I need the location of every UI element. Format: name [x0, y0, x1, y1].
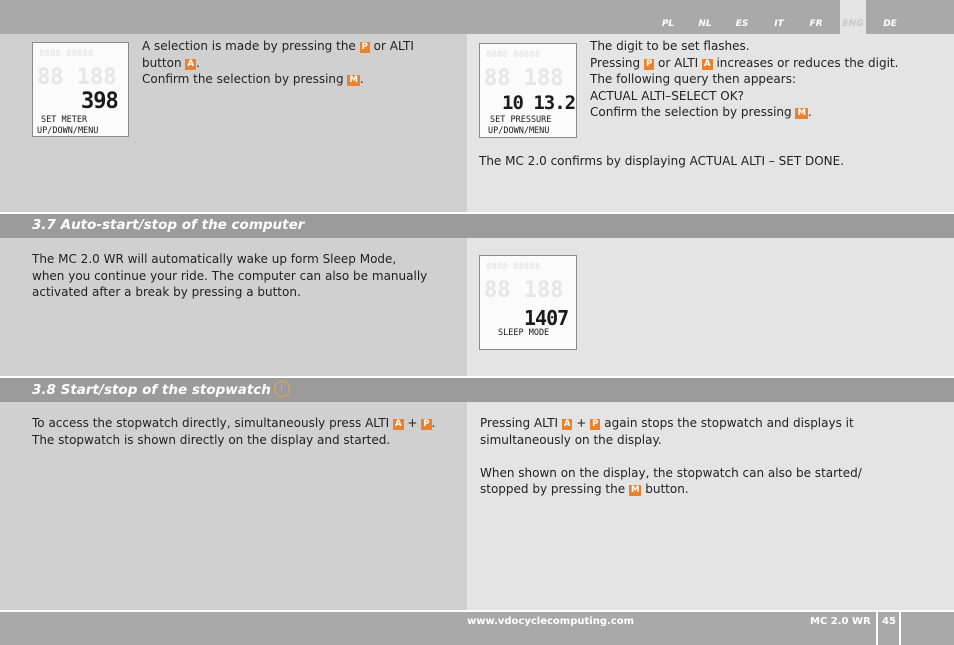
- lang-tab-pl[interactable]: PL: [661, 19, 675, 29]
- lang-tab-eng[interactable]: ENG: [840, 0, 866, 34]
- text: A selection is made by pressing the: [142, 39, 360, 53]
- text: or ALTI: [654, 55, 703, 70]
- page-number-box: [876, 610, 901, 645]
- text: +: [403, 416, 422, 430]
- text: Pressing ALTI: [480, 416, 562, 430]
- lcd-label: SET PRESSURE: [490, 115, 552, 125]
- text: or ALTI: [369, 39, 414, 53]
- lcd-number: 398: [81, 89, 118, 114]
- text: The following query then appears:: [590, 72, 797, 86]
- text: button: [142, 55, 186, 70]
- key-m-icon: M: [349, 75, 358, 85]
- text: stopped by pressing the: [480, 482, 629, 496]
- top-right-text: [590, 38, 930, 121]
- lcd-label: UP/DOWN/MENU: [37, 126, 99, 136]
- key-a-icon: A: [704, 58, 711, 69]
- key-p-icon: P: [423, 419, 430, 429]
- text: when you continue your ride. The computer can also be manually: [32, 268, 428, 283]
- text: .: [196, 55, 200, 70]
- section-3-7-text: [32, 251, 457, 301]
- lang-tab-nl[interactable]: NL: [698, 19, 712, 29]
- text: To access the stopwatch directly, simultaneously press ALTI: [32, 416, 394, 430]
- text: Confirm the selection by pressing: [590, 105, 796, 119]
- key-p-icon: P: [361, 42, 368, 52]
- lcd-label: UP/DOWN/MENU: [488, 126, 550, 136]
- text: increases or reduces the digit.: [712, 55, 899, 70]
- key-a-icon: A: [563, 419, 571, 429]
- key-m-icon: M: [797, 108, 806, 118]
- text: The MC 2.0 WR will automatically wake up form Sleep Mode,: [32, 252, 397, 266]
- text: .: [807, 105, 812, 119]
- text: The MC 2.0 confirms by displaying ACTUAL ALTI – SET DONE.: [479, 154, 845, 168]
- text: Pressing: [590, 55, 644, 70]
- page-footer: [0, 610, 954, 645]
- top-left-text: [142, 38, 452, 88]
- lang-tab-de[interactable]: DE: [883, 19, 897, 29]
- key-a-icon: A: [395, 419, 402, 429]
- footer-model-name: MC 2.0 WR: [810, 616, 871, 627]
- section-header-3-7: [0, 212, 954, 238]
- text: When shown on the display, the stopwatch can also be started/: [480, 465, 862, 480]
- footer-website-link[interactable]: www.vdocyclecomputing.com: [467, 616, 635, 627]
- key-a-icon: A: [187, 58, 194, 69]
- text: The digit to be set flashes.: [590, 39, 750, 53]
- lcd-number: 10 13.2: [502, 92, 576, 114]
- stopwatch-icon: [274, 381, 290, 397]
- lang-tab-it[interactable]: IT: [774, 19, 784, 29]
- key-m-icon: M: [630, 485, 640, 495]
- text: button.: [641, 482, 689, 496]
- lcd-label: SET METER: [41, 115, 88, 125]
- lang-tab-fr[interactable]: FR: [809, 19, 823, 29]
- text: 3.8 Start/stop of the stopwatch: [32, 382, 271, 398]
- text: ACTUAL ALTI–SELECT OK?: [590, 88, 744, 103]
- key-p-icon: P: [645, 58, 653, 69]
- key-p-icon: P: [592, 419, 599, 429]
- text: +: [572, 416, 591, 430]
- lcd-label: SLEEP MODE: [498, 328, 550, 338]
- lcd-set-pressure-image: 8888 88888 88 188 10 13.2 SET PRESSURE UP/DOWN/MENU: [479, 43, 577, 138]
- text: again stops the stopwatch and displays it: [600, 416, 854, 430]
- lcd-number: 1407: [524, 306, 569, 330]
- section-title: [32, 381, 290, 398]
- section-header-3-8: [0, 376, 954, 402]
- text: .: [359, 72, 364, 86]
- section-title: 3.7 Auto-start/stop of the computer: [32, 217, 305, 233]
- text: The stopwatch is shown directly on the display and started.: [32, 432, 391, 447]
- text: activated after a break by pressing a button.: [32, 285, 301, 299]
- text: simultaneously on the display.: [480, 432, 662, 447]
- text: Confirm the selection by pressing: [142, 72, 348, 86]
- text: .: [431, 416, 436, 430]
- language-bar: [0, 0, 954, 34]
- section-3-8-right-text: [480, 415, 940, 498]
- lcd-set-meter-image: 8888 88888 88 188 398 SET METER UP/DOWN/MENU: [32, 42, 129, 137]
- section-3-8-left-text: [32, 415, 462, 448]
- page-number: 45: [882, 616, 896, 627]
- lang-tab-es[interactable]: ES: [735, 19, 749, 29]
- lcd-sleep-mode-image: 8888 88888 88 188 1407 SLEEP MODE: [479, 255, 577, 350]
- top-right-confirm-text: [479, 153, 939, 170]
